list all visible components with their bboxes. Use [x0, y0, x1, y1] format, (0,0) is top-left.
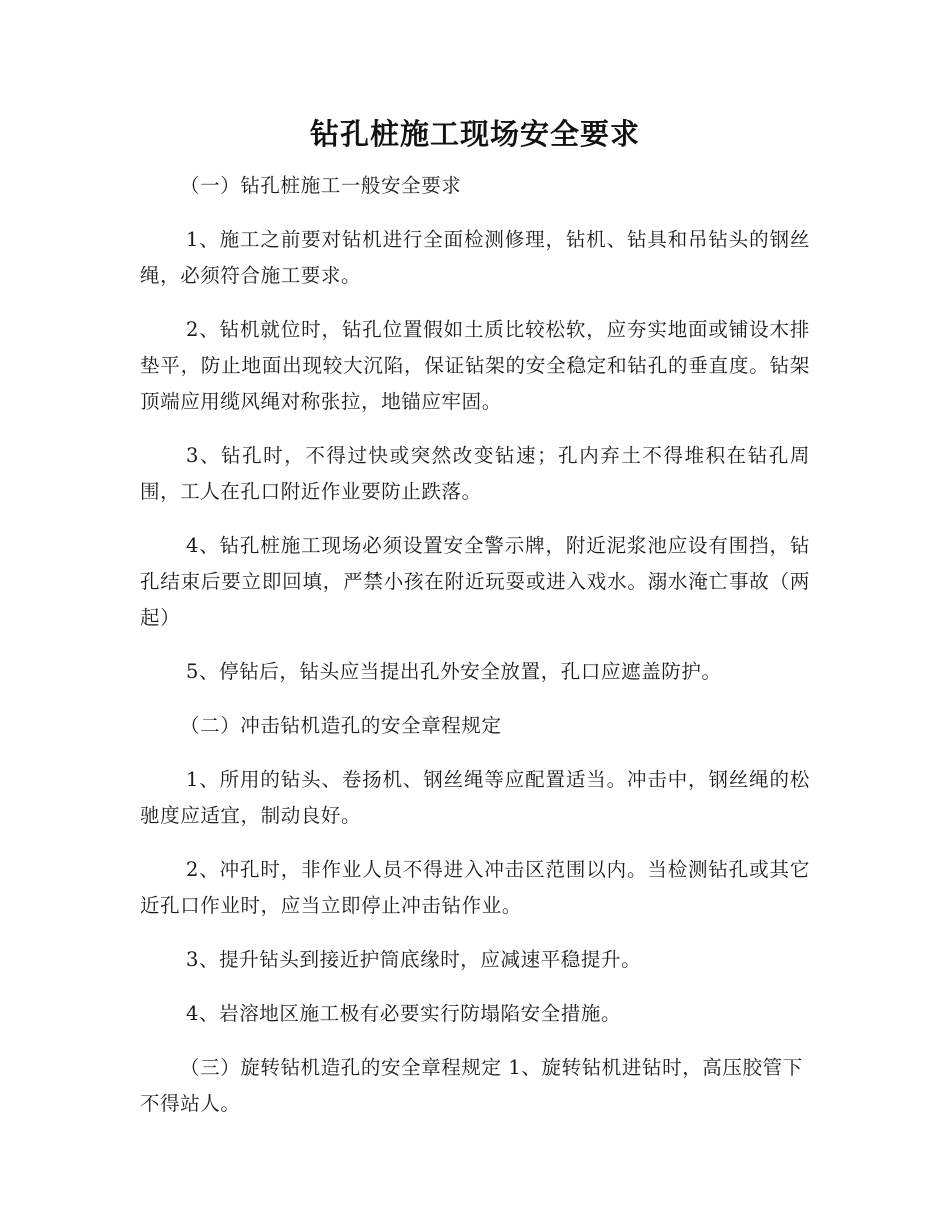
section-heading-1: （一）钻孔桩施工一般安全要求: [180, 174, 462, 197]
document-title: 钻孔桩施工现场安全要求: [309, 117, 640, 151]
paragraph-2-3: 3、提升钻头到接近护筒底缘时，应减速平稳提升。: [186, 948, 642, 971]
paragraph-1-1: 1、施工之前要对钻机进行全面检测修理，钻机、钻具和吊钻头的钢丝绳，必须符合施工要求。: [140, 228, 810, 287]
paragraph-2-1: 1、所用的钻头、卷扬机、钢丝绳等应配置适当。冲击中，钢丝绳的松驰度应适宜，制动良好。: [140, 768, 810, 827]
section-heading-3: （三）旋转钻机造孔的安全章程规定 1、旋转钻机进钻时，高压胶管下不得站人。: [140, 1056, 803, 1115]
paragraph-2-4: 4、岩溶地区施工极有必要实行防塌陷安全措施。: [186, 1002, 622, 1025]
paragraph-1-4: 4、钻孔桩施工现场必须设置安全警示牌，附近泥浆池应设有围挡，钻孔结束后要立即回填，严禁小孩在附近玩耍或进入戏水。溺水淹亡事故（两起）: [140, 534, 810, 629]
paragraph-1-2: 2、钻机就位时，钻孔位置假如土质比较松软，应夯实地面或铺设木排垫平，防止地面出现较大沉陷，保证钻架的安全稳定和钻孔的垂直度。钻架顶端应用缆风绳对称张拉，地锚应牢固。: [140, 318, 810, 413]
paragraph-1-5: 5、停钻后，钻头应当提出孔外安全放置，孔口应遮盖防护。: [186, 660, 722, 683]
paragraph-2-2: 2、冲孔时，非作业人员不得进入冲击区范围以内。当检测钻孔或其它近孔口作业时，应当立即停止冲击钻作业。: [140, 858, 810, 917]
document-body: [140, 168, 810, 1140]
section-heading-2: （二）冲击钻机造孔的安全章程规定: [180, 714, 502, 737]
paragraph-1-3: 3、钻孔时，不得过快或突然改变钻速；孔内弃土不得堆积在钻孔周围，工人在孔口附近作业要防止跌落。: [140, 444, 810, 503]
